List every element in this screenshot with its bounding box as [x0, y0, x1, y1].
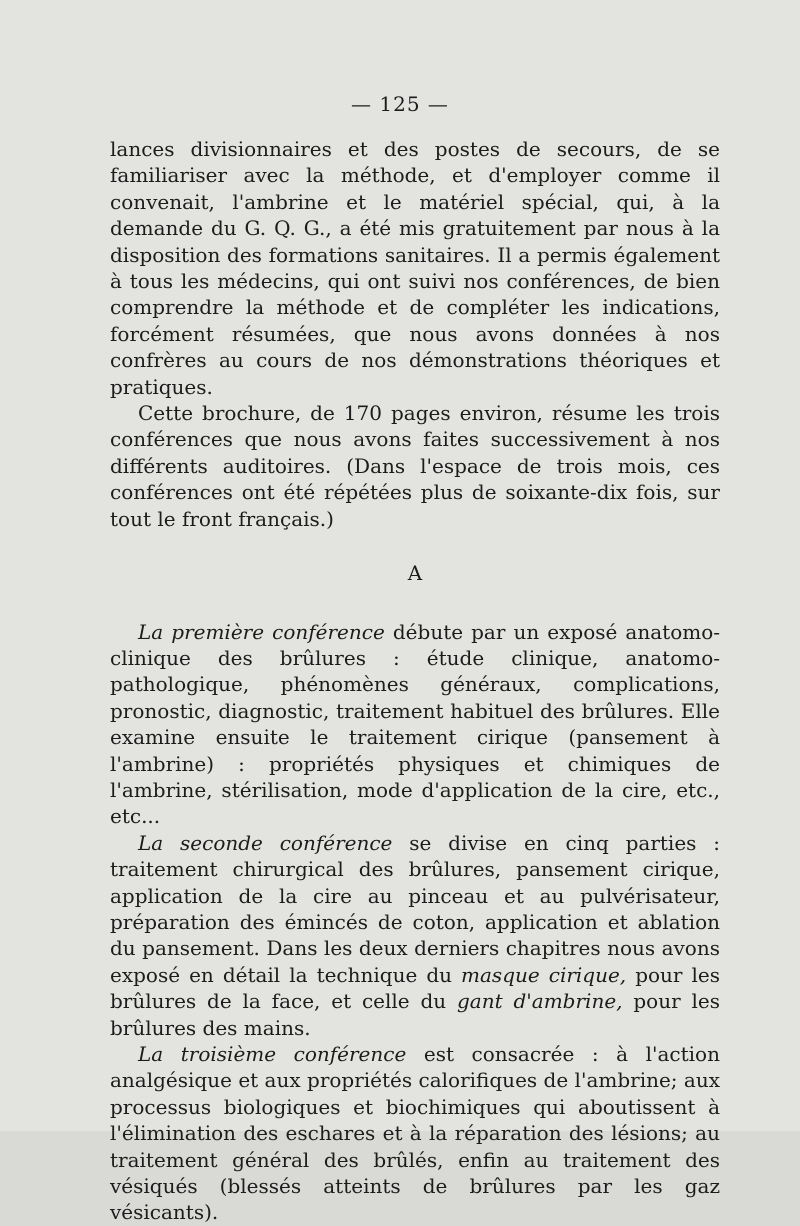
masque-cirique: masque cirique,	[461, 962, 627, 987]
second-conference-text-1: se divise en cinq parties : traitement chirurgical des brûlures, pansement cirique, application de la cire au pinceau et au pulvérisateur, préparation des émincés de coton, application et ablation du pansement. Dans les deux derniers chapitres nous avons exposé en détail la technique du	[110, 830, 720, 987]
second-conference-text-3: pour les brûlures des mains.	[110, 989, 720, 1040]
body-text	[110, 136, 720, 1226]
paragraph-brochure: Cette brochure, de 170 pages environ, résume les trois conférences que nous avons faites successivement à nos différents auditoires. (Dans l'espace de trois mois, ces conférences ont été répétées plus de soixante-dix fois, sur tout le front français.)	[110, 401, 720, 531]
first-conference-lead: La première conférence	[138, 619, 385, 644]
paragraph-second-conference	[110, 830, 720, 1041]
second-conference-text-2: pour les brûlures de la face, et celle du	[110, 962, 720, 1014]
first-conference-text: débute par un exposé anatomo-clinique des brûlures : étude clinique, anatomo-pathologique, phénomènes généraux, complications, pronostic, diagnostic, traitement habituel des brûlures. Elle examine ensuite le traitement cirique (pansement à l'ambrine) : propriétés physiques et chimiques de l'ambrine, stérilisation, mode d'application de la cire, etc., etc...	[110, 619, 720, 829]
section-heading: A	[407, 561, 423, 586]
third-conference-lead: La troisième conférence	[138, 1042, 407, 1066]
gant-ambrine: gant d'ambrine,	[457, 989, 623, 1014]
page-number: — 125 —	[351, 92, 449, 116]
third-conference-text: est consacrée : à l'action analgésique et aux propriétés calorifiques de l'ambrine; aux processus biologiques et biochimiques qui aboutissent à l'élimination des eschares et à la réparation des lésions; au traitement général des brûlés, enfin au traitement des vésiqués (blessés atteints de brûlures par les gaz vésicants).	[110, 1042, 720, 1225]
second-conference-lead: La seconde conférence	[138, 830, 393, 855]
paragraph-continuation: lances divisionnaires et des postes de secours, de se familiariser avec la méthode, et d'employer comme il convenait, l'ambrine et le matériel spécial, qui, à la demande du G. Q. G., a été mis gratuitement par nous à la disposition des formations sanitaires. Il a permis également à tous les médecins, qui ont suivi nos conférences, de bien comprendre la méthode et de compléter les indications, forcément résumées, que nous avons données à nos confrères au cours de nos démonstrations théoriques et pratiques.	[110, 137, 720, 399]
paragraph-third-conference	[110, 1041, 720, 1226]
paragraph-first-conference	[110, 619, 720, 830]
